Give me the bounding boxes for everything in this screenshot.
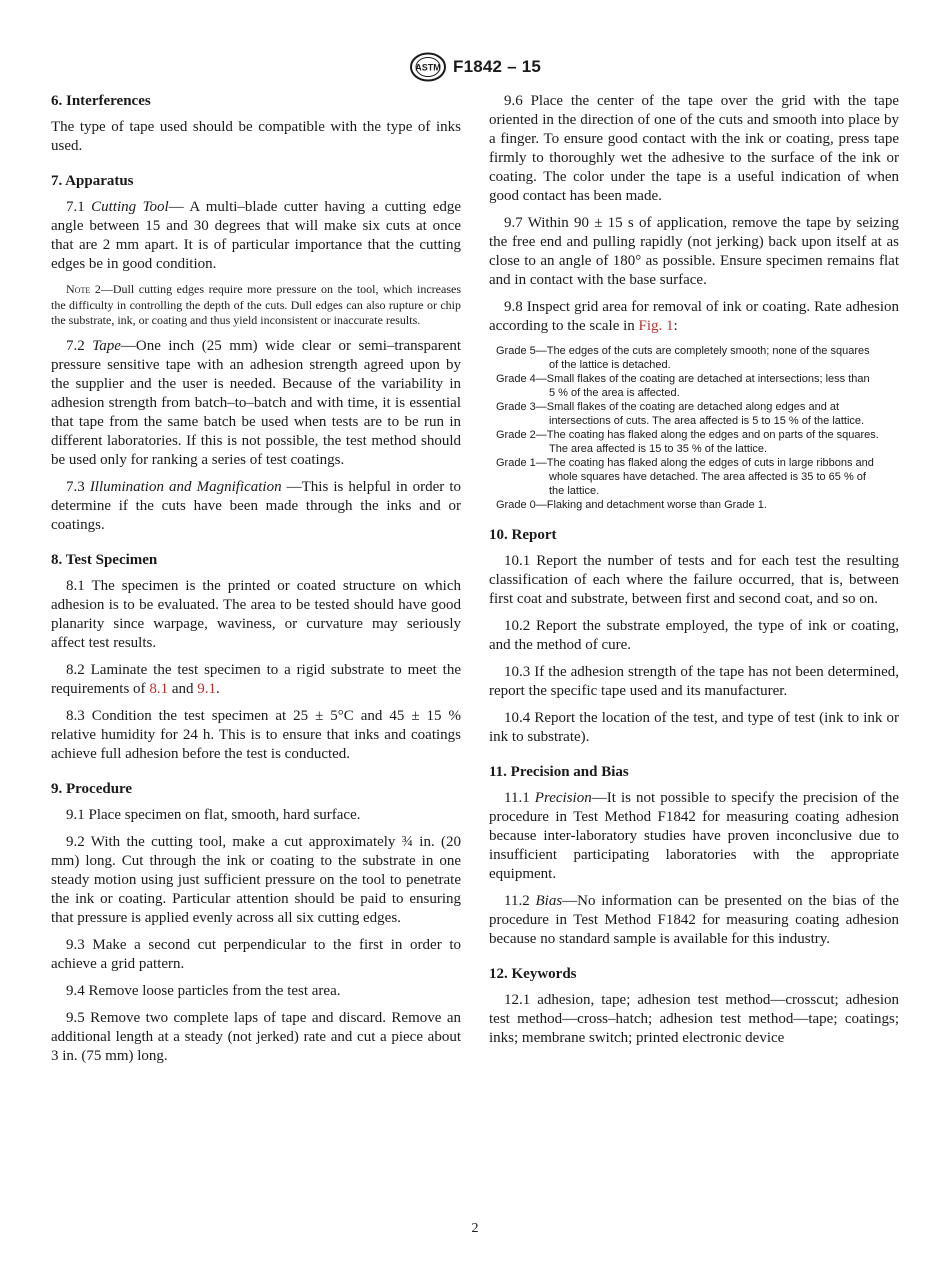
term-precision: Precision bbox=[534, 790, 592, 806]
paragraph-9-3: 9.3 Make a second cut perpendicular to the first in order to achieve a grid pattern. bbox=[51, 936, 461, 972]
paragraph-10-2: 10.2 Report the substrate employed, the type of ink or coating, and the method of cure. bbox=[489, 618, 899, 653]
section-6-paragraph: The type of tape used should be compatible with the type of inks used. bbox=[51, 119, 461, 154]
logo-lettering: ASTM bbox=[415, 62, 441, 73]
grade-scale bbox=[496, 344, 899, 512]
paragraph-9-7: 9.7 Within 90 ± 15 s of application, remove the tape by seizing the free end and pulling rapidly (not jerking) back upon itself at as close to an angle of 180° as possible. Ensure specimen remains flat and in contact with the base surface. bbox=[489, 215, 899, 288]
section-7-heading: 7. Apparatus bbox=[51, 173, 134, 189]
grade-item: Grade 2—The coating has flaked along the edges and on parts of the squares. The area affected is 15 to 35 % of the lattice. bbox=[496, 429, 879, 455]
right-column bbox=[489, 92, 899, 1056]
paragraph-7-1: 7.1 Cutting Tool— A multi–blade cutter having a cutting edge angle between 15 and 30 degrees that will make six cuts at once that are 2 mm apart. It is of particular importance that the cutting edges be in good condition. bbox=[51, 199, 462, 272]
grade-item: Grade 3—Small flakes of the coating are detached along edges and at intersections of cuts. The area affected is 5 to 15 % of the lattice. bbox=[496, 401, 865, 427]
link-9-1[interactable]: 9.1 bbox=[197, 680, 216, 697]
section-9-heading: 9. Procedure bbox=[51, 780, 133, 797]
section-10-heading: 10. Report bbox=[489, 527, 557, 543]
paragraph-10-1: 10.1 Report the number of tests and for each test the resulting classification of each where the failure occurred, that is, between first coat and substrate, between first and second coat, and so on. bbox=[489, 553, 899, 607]
paragraph-8-3: 8.3 Condition the test specimen at 25 ± 5°C and 45 ± 15 % relative humidity for 24 h. This is to ensure that inks and coatings achieve full adhesion before the test is conducted. bbox=[51, 707, 461, 762]
paragraph-9-2: 9.2 With the cutting tool, make a cut approximately ¾ in. (20 mm) long. Cut through the ink or coating to the substrate in one steady motion using just sufficient pressure on the tool to penetrate the ink or coating. Particular attention should be paid to ensuring that pressure is applied evenly across all six cutting edges. bbox=[51, 833, 461, 926]
paragraph-9-4: 9.4 Remove loose particles from the test area. bbox=[66, 982, 341, 999]
grade-item: Grade 0—Flaking and detachment worse than Grade 1. bbox=[496, 499, 767, 511]
paragraph-10-4: 10.4 Report the location of the test, and type of test (ink to ink or ink to substrate). bbox=[489, 710, 899, 745]
paragraph-7-3: 7.3 Illumination and Magnification —This is helpful in order to determine if the cuts have been made through the inks and or coatings. bbox=[51, 478, 462, 533]
term-tape: Tape bbox=[92, 337, 121, 354]
grade-item: Grade 4—Small flakes of the coating are detached at intersections; less than 5 % of the area is affected. bbox=[496, 373, 870, 399]
section-8-heading: 8. Test Specimen bbox=[51, 551, 158, 568]
paragraph-9-5: 9.5 Remove two complete laps of tape and discard. Remove an additional length at a steady (not jerked) rate and cut a piece about 3 in. (75 mm) long. bbox=[51, 1009, 461, 1064]
paragraph-9-8: 9.8 Inspect grid area for removal of ink or coating. Rate adhesion according to the scale in Fig. 1: bbox=[489, 299, 899, 334]
grade-item: Grade 1—The coating has flaked along the edges of cuts in large ribbons and whole squares have detached. The area affected is 35 to 65 % of the lattice. bbox=[496, 457, 874, 497]
section-12-heading: 12. Keywords bbox=[489, 966, 577, 982]
term-cutting-tool: Cutting Tool bbox=[91, 199, 169, 215]
note-2: Note 2—Dull cutting edges require more pressure on the tool, which increases the difficulty in controlling the depth of the cuts. Dull edges can also rupture or chip the substrate, ink, or coating and thus yield inconsistent or inaccurate results. bbox=[51, 282, 461, 327]
term-illumination: Illumination and Magnification bbox=[89, 478, 282, 495]
paragraph-8-2: 8.2 Laminate the test specimen to a rigid substrate to meet the requirements of 8.1 and 9.1. bbox=[51, 661, 461, 697]
document-designation: F1842 – 15 bbox=[452, 57, 541, 76]
term-bias: Bias bbox=[535, 893, 563, 909]
paragraph-11-2: 11.2 Bias—No information can be presented on the bias of the procedure in Test Method F1842 for measuring coating adhesion because no standard sample is available for this industry. bbox=[489, 893, 900, 947]
paragraph-9-1: 9.1 Place specimen on flat, smooth, hard surface. bbox=[66, 806, 361, 823]
section-11-heading: 11. Precision and Bias bbox=[489, 764, 629, 780]
paragraph-10-3: 10.3 If the adhesion strength of the tape has not been determined, report the specific tape used and its manufacturer. bbox=[489, 664, 899, 699]
section-6-heading: 6. Interferences bbox=[51, 93, 151, 109]
page-header bbox=[0, 52, 950, 82]
paragraph-11-1: 11.1 Precision—It is not possible to specify the precision of the procedure in Test Method F1842 for measuring coating adhesion because inter-laboratory studies have proven inconclusive due to insufficient participating laboratories with the appropriate equipment. bbox=[489, 790, 899, 882]
page-number: 2 bbox=[471, 1221, 479, 1236]
paragraph-8-1: 8.1 The specimen is the printed or coated structure on which adhesion is to be evaluated. The area to be tested should have good planarity since warpage, waviness, or curvature may seriously affect test results. bbox=[51, 577, 461, 651]
paragraph-12-1: 12.1 adhesion, tape; adhesion test method—crosscut; adhesion test method—cross–hatch; adhesion test method—tape; coatings; inks; membrane switch; printed electronic device bbox=[489, 992, 899, 1046]
grade-item: Grade 5—The edges of the cuts are completely smooth; none of the squares of the lattice is detached. bbox=[496, 345, 870, 371]
astm-logo-icon bbox=[409, 52, 447, 82]
link-8-1[interactable]: 8.1 bbox=[149, 680, 169, 697]
link-fig-1[interactable]: Fig. 1 bbox=[638, 318, 674, 334]
paragraph-9-6: 9.6 Place the center of the tape over the grid with the tape oriented in the direction of one of the cuts and smooth into place by a finger. To ensure good contact with the ink or coating, press tape firmly to thoroughly wet the adhesive to the surface of the ink or coating. The color under the tape is a useful indication of when good contact has been made. bbox=[489, 93, 899, 204]
left-column bbox=[51, 92, 461, 1074]
paragraph-7-2: 7.2 Tape—One inch (25 mm) wide clear or semi–transparent pressure sensitive tape with an adhesion strength agreed upon by the supplier and the user is needed. Because of the variability in adhesion strength from batch–to–batch and with time, it is essential that tape from the same batch be used when tests are to be run in different laboratories. If this is not possible, the test method should be used only for ranking a series of test coatings. bbox=[51, 337, 461, 468]
